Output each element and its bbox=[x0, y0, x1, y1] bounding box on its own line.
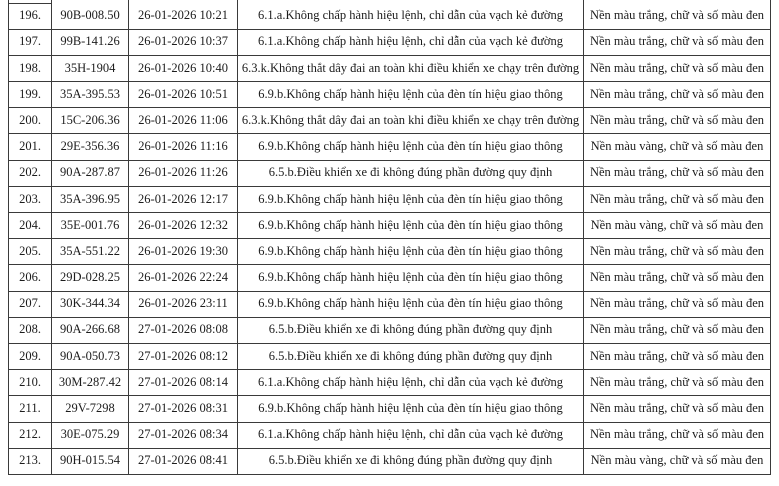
violation-datetime-cell: 27-01-2026 08:41 bbox=[129, 448, 238, 474]
violation-datetime-cell: 26-01-2026 23:11 bbox=[129, 291, 238, 317]
table-row bbox=[9, 186, 771, 212]
license-plate-cell: 30E-075.29 bbox=[52, 422, 129, 448]
row-index-cell: 201. bbox=[9, 134, 52, 160]
row-index-cell: 204. bbox=[9, 213, 52, 239]
violation-datetime-cell: 26-01-2026 12:32 bbox=[129, 213, 238, 239]
plate-color-cell: Nền màu trắng, chữ và số màu đen bbox=[584, 343, 771, 369]
table-row bbox=[9, 213, 771, 239]
table-row bbox=[9, 239, 771, 265]
row-index-cell: 199. bbox=[9, 82, 52, 108]
violation-description-cell: 6.9.b.Không chấp hành hiệu lệnh của đèn tín hiệu giao thông bbox=[238, 291, 584, 317]
table-row bbox=[9, 108, 771, 134]
violation-datetime-cell: 27-01-2026 08:12 bbox=[129, 343, 238, 369]
plate-color-cell: Nền màu trắng, chữ và số màu đen bbox=[584, 29, 771, 55]
plate-color-cell: Nền màu trắng, chữ và số màu đen bbox=[584, 370, 771, 396]
violation-description-cell: 6.5.b.Điều khiển xe đi không đúng phần đường quy định bbox=[238, 448, 584, 474]
plate-color-cell: Nền màu trắng, chữ và số màu đen bbox=[584, 55, 771, 81]
violation-table bbox=[8, 3, 771, 475]
plate-color-cell: Nền màu trắng, chữ và số màu đen bbox=[584, 265, 771, 291]
violation-description-cell: 6.9.b.Không chấp hành hiệu lệnh của đèn tín hiệu giao thông bbox=[238, 265, 584, 291]
plate-color-cell: Nền màu trắng, chữ và số màu đen bbox=[584, 82, 771, 108]
table-row bbox=[9, 82, 771, 108]
violation-description-cell: 6.9.b.Không chấp hành hiệu lệnh của đèn tín hiệu giao thông bbox=[238, 213, 584, 239]
row-index-cell: 210. bbox=[9, 370, 52, 396]
plate-color-cell: Nền màu trắng, chữ và số màu đen bbox=[584, 239, 771, 265]
row-index-cell: 196. bbox=[9, 3, 52, 29]
row-index-cell: 197. bbox=[9, 29, 52, 55]
violation-datetime-cell: 26-01-2026 19:30 bbox=[129, 239, 238, 265]
license-plate-cell: 35A-551.22 bbox=[52, 239, 129, 265]
violation-datetime-cell: 26-01-2026 11:16 bbox=[129, 134, 238, 160]
table-row bbox=[9, 317, 771, 343]
plate-color-cell: Nền màu trắng, chữ và số màu đen bbox=[584, 186, 771, 212]
license-plate-cell: 35H-1904 bbox=[52, 55, 129, 81]
violation-description-cell: 6.1.a.Không chấp hành hiệu lệnh, chỉ dẫn của vạch kẻ đường bbox=[238, 370, 584, 396]
table-row bbox=[9, 265, 771, 291]
violation-datetime-cell: 26-01-2026 10:37 bbox=[129, 29, 238, 55]
license-plate-cell: 35A-396.95 bbox=[52, 186, 129, 212]
table-row bbox=[9, 448, 771, 474]
violation-datetime-cell: 27-01-2026 08:08 bbox=[129, 317, 238, 343]
row-index-cell: 213. bbox=[9, 448, 52, 474]
row-index-cell: 208. bbox=[9, 317, 52, 343]
row-index-cell: 203. bbox=[9, 186, 52, 212]
plate-color-cell: Nền màu trắng, chữ và số màu đen bbox=[584, 160, 771, 186]
violation-description-cell: 6.1.a.Không chấp hành hiệu lệnh, chỉ dẫn của vạch kẻ đường bbox=[238, 422, 584, 448]
violation-description-cell: 6.3.k.Không thắt dây đai an toàn khi điều khiển xe chạy trên đường bbox=[238, 108, 584, 134]
violation-description-cell: 6.9.b.Không chấp hành hiệu lệnh của đèn tín hiệu giao thông bbox=[238, 82, 584, 108]
license-plate-cell: 90A-266.68 bbox=[52, 317, 129, 343]
violation-description-cell: 6.1.a.Không chấp hành hiệu lệnh, chỉ dẫn của vạch kẻ đường bbox=[238, 29, 584, 55]
license-plate-cell: 29V-7298 bbox=[52, 396, 129, 422]
plate-color-cell: Nền màu trắng, chữ và số màu đen bbox=[584, 3, 771, 29]
violation-datetime-cell: 26-01-2026 10:40 bbox=[129, 55, 238, 81]
license-plate-cell: 30M-287.42 bbox=[52, 370, 129, 396]
row-index-cell: 205. bbox=[9, 239, 52, 265]
row-index-cell: 207. bbox=[9, 291, 52, 317]
row-index-cell: 198. bbox=[9, 55, 52, 81]
violation-datetime-cell: 26-01-2026 10:21 bbox=[129, 3, 238, 29]
violation-datetime-cell: 26-01-2026 22:24 bbox=[129, 265, 238, 291]
table-row bbox=[9, 3, 771, 29]
license-plate-cell: 15C-206.36 bbox=[52, 108, 129, 134]
violation-description-cell: 6.5.b.Điều khiển xe đi không đúng phần đường quy định bbox=[238, 343, 584, 369]
license-plate-cell: 90A-287.87 bbox=[52, 160, 129, 186]
violation-description-cell: 6.1.a.Không chấp hành hiệu lệnh, chỉ dẫn của vạch kẻ đường bbox=[238, 3, 584, 29]
table-row bbox=[9, 134, 771, 160]
license-plate-cell: 30K-344.34 bbox=[52, 291, 129, 317]
plate-color-cell: Nền màu vàng, chữ và số màu đen bbox=[584, 448, 771, 474]
violation-datetime-cell: 26-01-2026 10:51 bbox=[129, 82, 238, 108]
table-row bbox=[9, 343, 771, 369]
violation-datetime-cell: 26-01-2026 11:26 bbox=[129, 160, 238, 186]
row-index-cell: 211. bbox=[9, 396, 52, 422]
license-plate-cell: 90B-008.50 bbox=[52, 3, 129, 29]
table-row bbox=[9, 422, 771, 448]
license-plate-cell: 35A-395.53 bbox=[52, 82, 129, 108]
license-plate-cell: 29E-356.36 bbox=[52, 134, 129, 160]
table-row bbox=[9, 396, 771, 422]
license-plate-cell: 90H-015.54 bbox=[52, 448, 129, 474]
violation-description-cell: 6.9.b.Không chấp hành hiệu lệnh của đèn tín hiệu giao thông bbox=[238, 239, 584, 265]
plate-color-cell: Nền màu trắng, chữ và số màu đen bbox=[584, 422, 771, 448]
violation-description-cell: 6.3.k.Không thắt dây đai an toàn khi điều khiển xe chạy trên đường bbox=[238, 55, 584, 81]
table-row bbox=[9, 370, 771, 396]
license-plate-cell: 35E-001.76 bbox=[52, 213, 129, 239]
plate-color-cell: Nền màu vàng, chữ và số màu đen bbox=[584, 213, 771, 239]
violation-description-cell: 6.5.b.Điều khiển xe đi không đúng phần đường quy định bbox=[238, 160, 584, 186]
table-row bbox=[9, 55, 771, 81]
row-index-cell: 200. bbox=[9, 108, 52, 134]
violation-description-cell: 6.5.b.Điều khiển xe đi không đúng phần đường quy định bbox=[238, 317, 584, 343]
plate-color-cell: Nền màu trắng, chữ và số màu đen bbox=[584, 108, 771, 134]
violation-datetime-cell: 26-01-2026 11:06 bbox=[129, 108, 238, 134]
row-index-cell: 202. bbox=[9, 160, 52, 186]
table-row bbox=[9, 160, 771, 186]
license-plate-cell: 29D-028.25 bbox=[52, 265, 129, 291]
violation-datetime-cell: 27-01-2026 08:31 bbox=[129, 396, 238, 422]
violation-datetime-cell: 27-01-2026 08:34 bbox=[129, 422, 238, 448]
violation-datetime-cell: 26-01-2026 12:17 bbox=[129, 186, 238, 212]
license-plate-cell: 90A-050.73 bbox=[52, 343, 129, 369]
plate-color-cell: Nền màu trắng, chữ và số màu đen bbox=[584, 291, 771, 317]
violation-datetime-cell: 27-01-2026 08:14 bbox=[129, 370, 238, 396]
plate-color-cell: Nền màu trắng, chữ và số màu đen bbox=[584, 317, 771, 343]
license-plate-cell: 99B-141.26 bbox=[52, 29, 129, 55]
row-index-cell: 212. bbox=[9, 422, 52, 448]
table-row bbox=[9, 29, 771, 55]
table-row bbox=[9, 291, 771, 317]
violation-description-cell: 6.9.b.Không chấp hành hiệu lệnh của đèn tín hiệu giao thông bbox=[238, 396, 584, 422]
plate-color-cell: Nền màu vàng, chữ và số màu đen bbox=[584, 134, 771, 160]
violation-table-body bbox=[9, 3, 771, 474]
violation-description-cell: 6.9.b.Không chấp hành hiệu lệnh của đèn tín hiệu giao thông bbox=[238, 186, 584, 212]
violation-description-cell: 6.9.b.Không chấp hành hiệu lệnh của đèn tín hiệu giao thông bbox=[238, 134, 584, 160]
row-index-cell: 209. bbox=[9, 343, 52, 369]
row-index-cell: 206. bbox=[9, 265, 52, 291]
plate-color-cell: Nền màu trắng, chữ và số màu đen bbox=[584, 396, 771, 422]
